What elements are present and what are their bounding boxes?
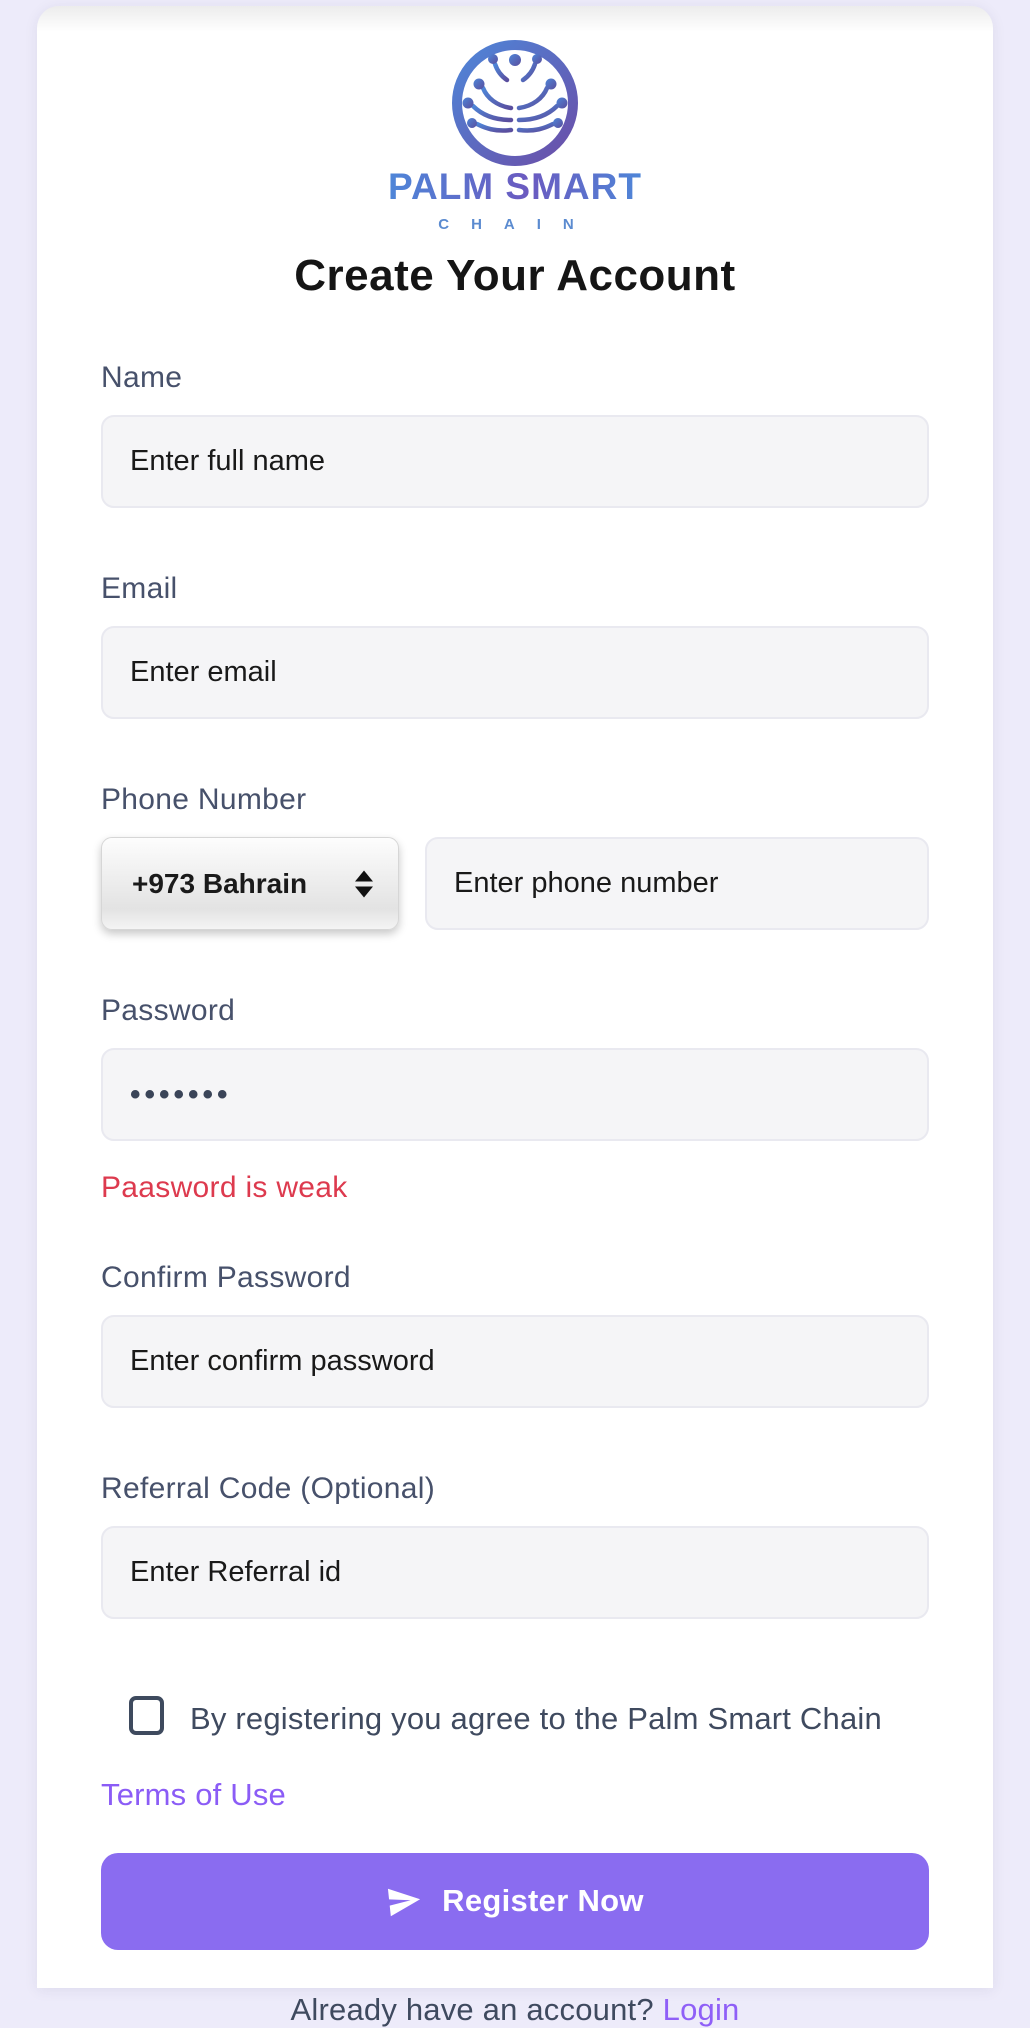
name-group	[101, 361, 929, 508]
email-input[interactable]	[101, 626, 929, 719]
send-icon	[384, 1882, 424, 1922]
password-input[interactable]	[101, 1048, 929, 1141]
terms-row	[101, 1681, 929, 1833]
referral-group	[101, 1472, 929, 1619]
name-input[interactable]	[101, 415, 929, 508]
phone-row	[101, 837, 929, 930]
register-form	[101, 361, 929, 2028]
email-label: Email	[101, 572, 178, 605]
country-code-select-wrap	[101, 837, 399, 930]
register-button-label: Register Now	[442, 1883, 644, 1919]
country-code-select[interactable]	[101, 837, 399, 930]
terms-checkbox[interactable]	[129, 1696, 164, 1735]
register-card	[37, 6, 993, 2027]
password-group	[101, 994, 929, 1141]
confirm-password-group	[101, 1261, 929, 1408]
terms-of-use-link[interactable]: Terms of Use	[101, 1776, 286, 1812]
login-link[interactable]: Login	[662, 1991, 740, 2027]
brand-name-text: PALM SMART	[388, 166, 642, 207]
footer-line	[101, 1992, 929, 2028]
phone-input[interactable]	[425, 837, 929, 930]
phone-label: Phone Number	[101, 783, 307, 816]
password-label: Password	[101, 994, 236, 1027]
email-group	[101, 572, 929, 719]
phone-group	[101, 783, 929, 930]
page-title: Create Your Account	[294, 251, 736, 300]
brand-subname-text: CHAIN	[438, 216, 596, 233]
footer-question: Already have an account?	[290, 1991, 654, 2027]
password-error-message: Paasword is weak	[101, 1171, 348, 1204]
confirm-password-input[interactable]	[101, 1315, 929, 1408]
referral-input[interactable]	[101, 1526, 929, 1619]
terms-text: By registering you agree to the Palm Smart Chain	[190, 1701, 882, 1736]
brand-logo	[101, 36, 929, 249]
register-button[interactable]	[101, 1853, 929, 1950]
palm-smart-chain-logo-icon	[365, 36, 665, 244]
confirm-password-label: Confirm Password	[101, 1261, 351, 1294]
name-label: Name	[101, 361, 183, 394]
referral-label: Referral Code (Optional)	[101, 1472, 436, 1505]
